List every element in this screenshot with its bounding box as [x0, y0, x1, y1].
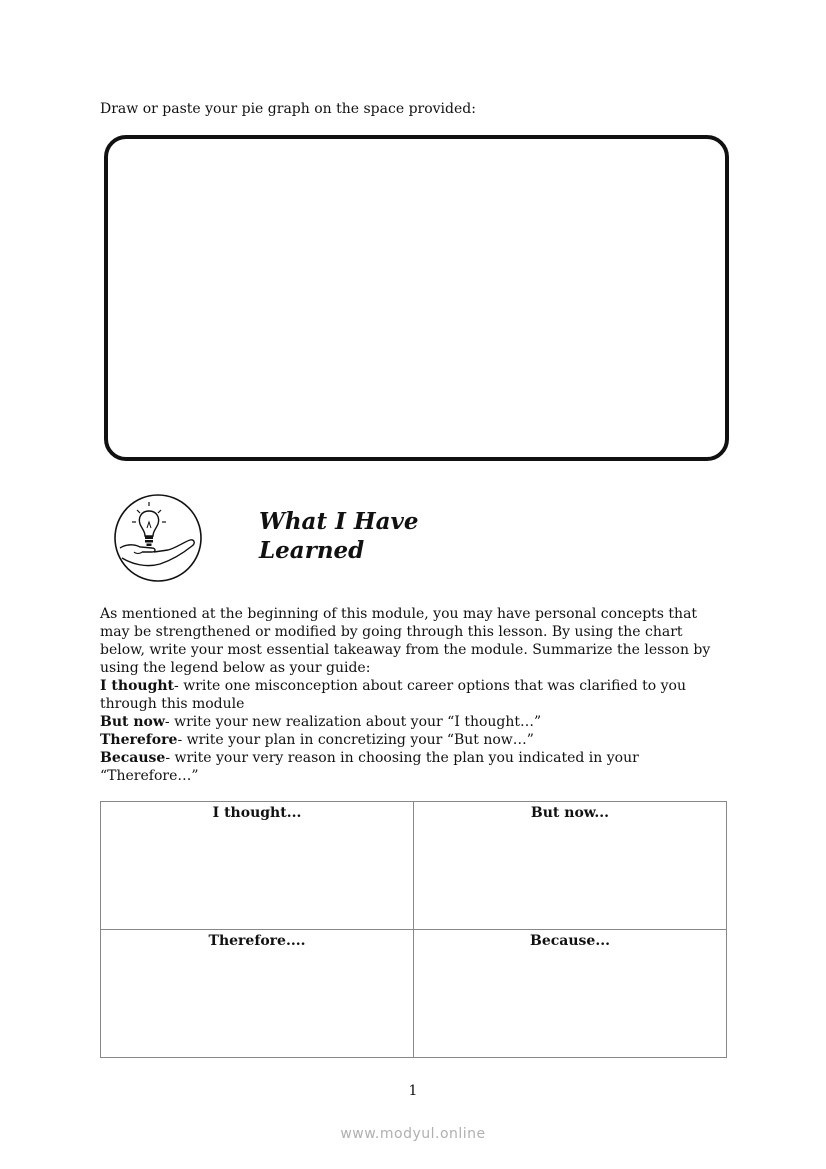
pie-graph-drawing-area[interactable] — [104, 135, 729, 461]
intro-text: As mentioned at the beginning of this module, you may have personal concepts that may be strengthened or modified by going through this lesson. By using the chart below, write your most essential takeaway from the module. Summarize the lesson by using the legend below as your guide: — [100, 606, 711, 676]
legend-term: Therefore — [100, 732, 178, 748]
lightbulb-in-hand-icon — [112, 492, 204, 584]
cell-but-now[interactable]: But now... — [414, 802, 727, 930]
watermark: www.modyul.online — [340, 1126, 486, 1142]
legend-term: But now — [100, 714, 165, 730]
legend-desc: - write your plan in concretizing your “But now…” — [177, 732, 534, 748]
legend-desc: - write one misconception about career options that was clarified to you through this module — [100, 678, 686, 712]
section-title — [259, 507, 418, 565]
legend-item-because — [100, 749, 725, 785]
legend-item-i-thought — [100, 677, 725, 713]
reflection-table — [100, 801, 727, 1058]
cell-i-thought[interactable]: I thought... — [101, 802, 414, 930]
table-row — [101, 930, 727, 1058]
legend-item-therefore — [100, 731, 725, 749]
section-title-line-1: What I Have — [259, 508, 419, 535]
legend-term: Because — [100, 750, 166, 766]
section-title-line-2: Learned — [259, 537, 365, 564]
page-number: 1 — [408, 1083, 418, 1099]
instructions-paragraph — [100, 605, 725, 785]
legend-item-but-now — [100, 713, 725, 731]
cell-therefore[interactable]: Therefore.... — [101, 930, 414, 1058]
legend-term: I thought — [100, 678, 175, 694]
legend-desc: - write your new realization about your “I thought…” — [164, 714, 542, 730]
cell-because[interactable]: Because... — [414, 930, 727, 1058]
instruction-text: Draw or paste your pie graph on the space provided: — [100, 101, 476, 117]
table-row — [101, 802, 727, 930]
legend-desc: - write your very reason in choosing the plan you indicated in your “Therefore…” — [100, 750, 639, 784]
